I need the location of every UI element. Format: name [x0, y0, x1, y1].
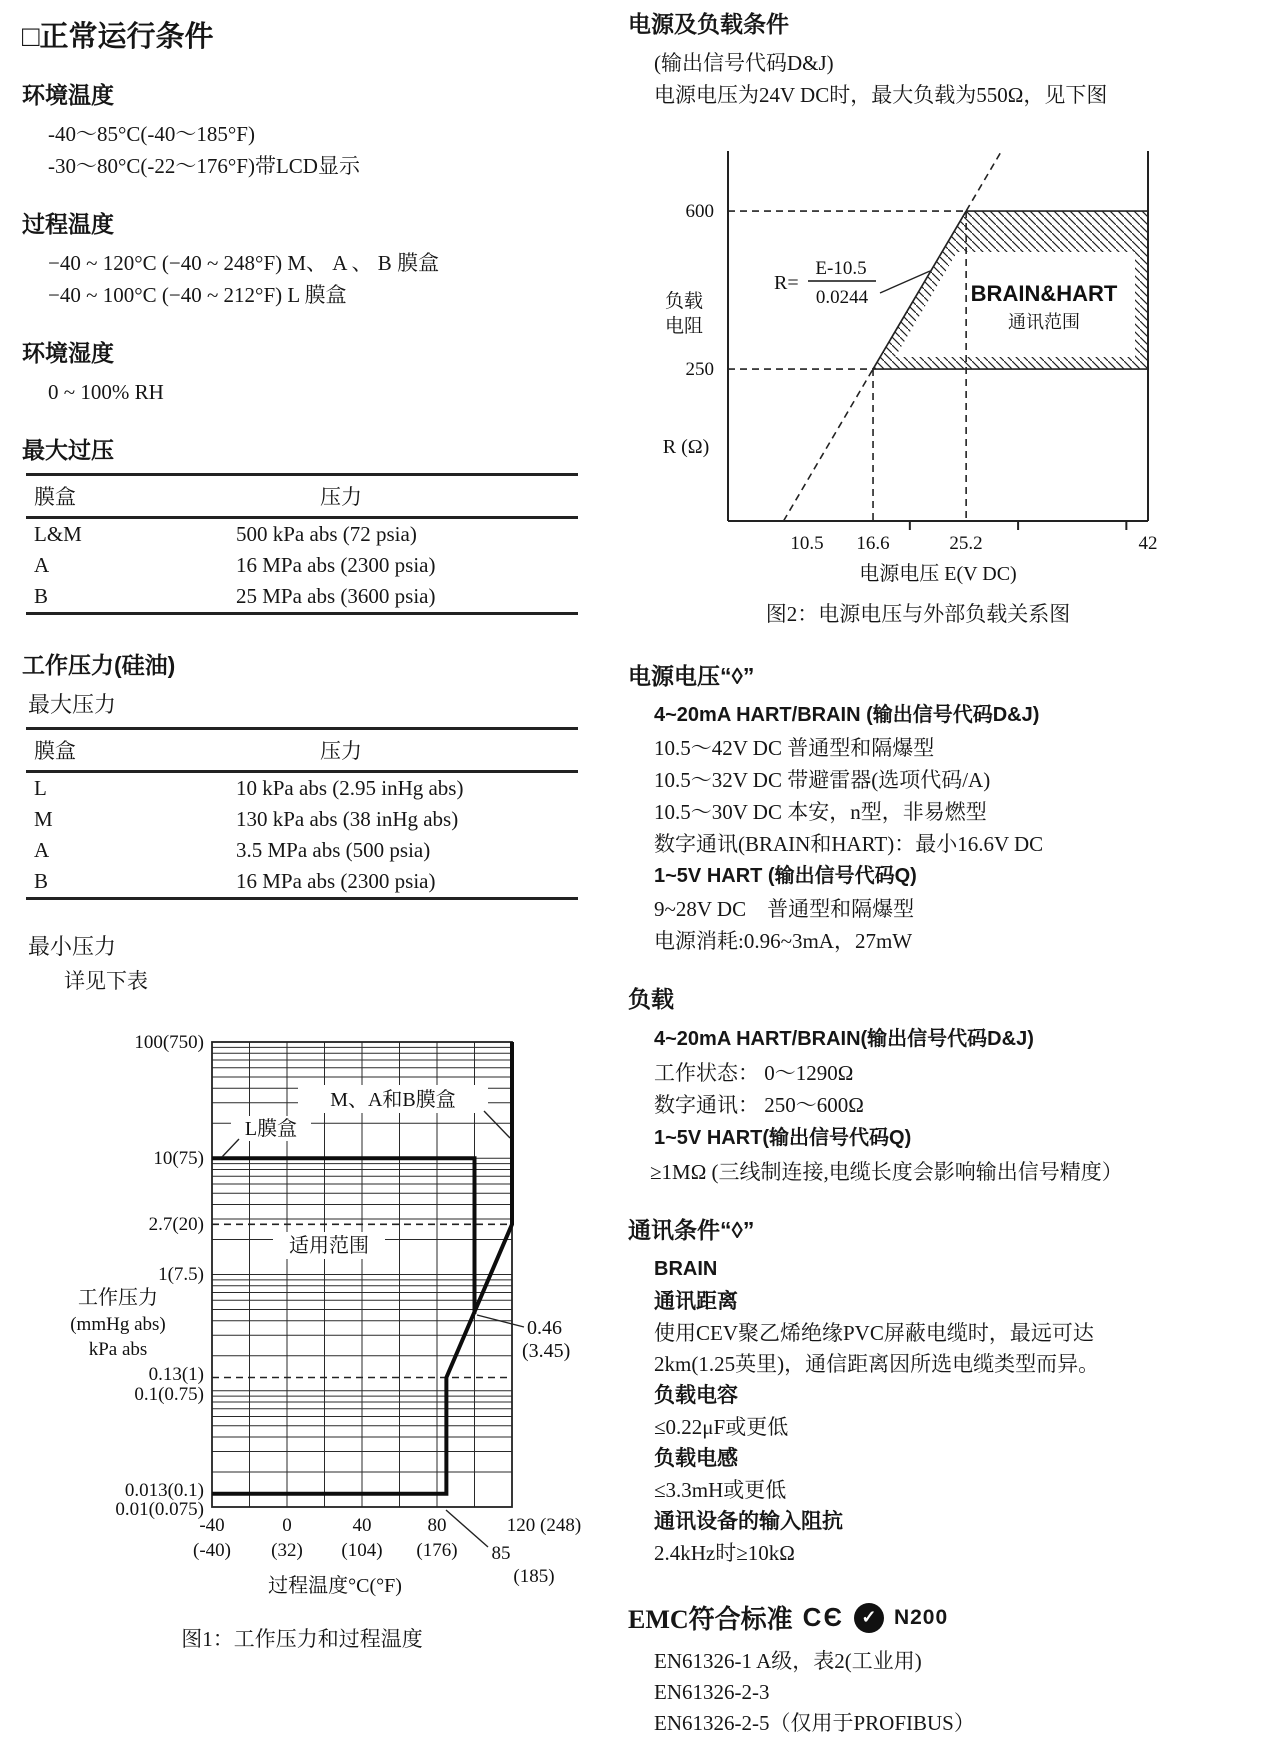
fig2-caption: 图2：电源电压与外部负载关系图: [765, 602, 1071, 626]
ytick: 0.013(0.1): [124, 1480, 204, 1501]
table-header-row: [26, 475, 578, 518]
load-line: ≥1MΩ (三线制连接,电缆长度会影响输出信号精度）: [650, 1160, 1123, 1184]
ytick: 0.13(1): [148, 1364, 204, 1385]
xtick: 25.2: [949, 533, 983, 554]
series-label-l: L膜盒: [244, 1118, 298, 1140]
table-row: [26, 866, 578, 899]
load-line: 工作状态： 0～1290Ω: [654, 1061, 854, 1085]
heading-ambient-humidity: 环境湿度: [22, 340, 114, 366]
ce-mark-icon: CЄ: [802, 1602, 844, 1632]
ambient-temp-line: -30～80°C(-22～176°F)带LCD显示: [48, 154, 360, 178]
xtick-c: 0: [282, 1515, 292, 1536]
heading-working-pressure: 工作压力(硅油): [22, 652, 176, 678]
ambient-humidity-line: 0 ~ 100% RH: [48, 380, 164, 404]
heading-power-load: 电源及负载条件: [628, 11, 789, 37]
region-label-brain-hart: BRAIN&HART: [970, 281, 1118, 306]
xtick-f: (104): [341, 1540, 383, 1561]
process-temp-line: −40 ~ 120°C (−40 ~ 248°F) M、 A 、 B 膜盒: [48, 251, 440, 275]
xtick-f: (32): [271, 1540, 303, 1561]
ytick: 1(7.5): [158, 1264, 204, 1285]
formula-numerator: E-10.5: [815, 258, 867, 279]
xtick: 16.6: [856, 533, 890, 554]
xtick: 42: [1138, 533, 1158, 554]
working-pressure-table: [26, 727, 578, 900]
x-axis-title: 电源电压 E(V DC): [859, 563, 1017, 585]
comm-distance-head: 通讯距离: [654, 1290, 738, 1313]
load-line: 1~5V HART(输出信号代码Q): [654, 1127, 912, 1149]
heading-comm-conditions: 通讯条件“◊”: [628, 1217, 755, 1243]
cell-capsule: B: [34, 869, 49, 893]
cell-pressure: 130 kPa abs (38 inHg abs): [236, 807, 459, 831]
ytick: 100(750): [134, 1032, 204, 1053]
cell-capsule: B: [34, 584, 49, 608]
cell-pressure: 16 MPa abs (2300 psia): [236, 869, 436, 893]
c-tick-n200-label: N200: [893, 1605, 949, 1629]
comm-brain: BRAIN: [654, 1258, 718, 1280]
ambient-temp-line: -40～85°C(-40～185°F): [48, 122, 255, 146]
table-row: [26, 550, 578, 581]
right-column: [628, 6, 1252, 1739]
supply-line: 10.5～42V DC 普通型和隔爆型: [654, 736, 935, 760]
cell-pressure: 10 kPa abs (2.95 inHg abs): [236, 776, 464, 800]
table-row: [26, 804, 578, 835]
subheading-max-pressure: 最大压力: [28, 692, 117, 717]
col-header-capsule: 膜盒: [34, 485, 76, 509]
xtick-c: -40: [199, 1515, 225, 1536]
ytick-250: 250: [685, 359, 714, 380]
power-load-line: 电源电压为24V DC时，最大负载为550Ω，见下图: [654, 83, 1108, 107]
col-header-pressure: 压力: [320, 739, 362, 763]
emc-heading-row: [628, 1599, 1252, 1636]
supply-line: 10.5～32V DC 带避雷器(选项代码/A): [654, 768, 991, 792]
table-row: [26, 835, 578, 866]
comm-capacitance-head: 负载电容: [654, 1384, 738, 1407]
y-axis-unit: R (Ω): [662, 436, 710, 458]
formula-prefix: R=: [774, 272, 799, 294]
heading-max-overpressure: 最大过压: [22, 437, 114, 463]
cell-pressure: 16 MPa abs (2300 psia): [236, 553, 436, 577]
xtick: 10.5: [790, 533, 824, 554]
comm-distance-line: 使用CEV聚乙烯绝缘PVC屏蔽电缆时，最远可达: [654, 1321, 1094, 1345]
y-axis-unit1: (mmHg abs): [70, 1314, 166, 1335]
y-axis-unit2: kPa abs: [88, 1339, 148, 1360]
annotation-046: 0.46: [527, 1317, 562, 1339]
process-temp-line: −40 ~ 100°C (−40 ~ 212°F) L 膜盒: [48, 283, 347, 307]
emc-line: EN61326-1 A级，表2(工业用): [654, 1649, 922, 1673]
figure1: [22, 1007, 602, 1653]
y-axis-title-2: 电阻: [664, 316, 704, 337]
cell-capsule: L&M: [34, 522, 82, 546]
c-tick-icon: ✓: [854, 1603, 884, 1633]
cell-capsule: A: [34, 553, 50, 577]
fig1-pressure-temperature-chart: [22, 1007, 582, 1602]
table-row: [26, 518, 578, 551]
leader-line: [222, 1139, 239, 1157]
supply-line: 9~28V DC 普通型和隔爆型: [654, 897, 915, 921]
supply-line: 电源消耗:0.96~3mA，27mW: [654, 929, 913, 953]
heading-ambient-temperature: 环境温度: [22, 82, 114, 108]
region-label-comm-range: 通讯范围: [1008, 312, 1080, 332]
comm-capacitance-line: ≤0.22μF或更低: [654, 1415, 789, 1439]
formula-denominator: 0.0244: [815, 287, 869, 308]
subheading-min-pressure: 最小压力: [28, 934, 117, 959]
table-row: [26, 772, 578, 805]
table-row: [26, 581, 578, 614]
heading-emc: EMC符合标准: [628, 1605, 793, 1634]
page-title: □正常运行条件: [22, 21, 214, 53]
supply-line: 10.5～30V DC 本安，n型，非易燃型: [654, 800, 987, 824]
xtick-c: 80: [427, 1515, 447, 1536]
annotation-345: (3.45): [522, 1340, 571, 1362]
xtick-f: (-40): [193, 1540, 231, 1561]
load-line: 数字通讯： 250～600Ω: [654, 1093, 864, 1117]
ytick: 2.7(20): [148, 1214, 204, 1235]
x-axis-title: 过程温度°C(°F): [268, 1575, 402, 1597]
max-overpressure-table: [26, 473, 578, 615]
supply-line: 4~20mA HART/BRAIN (输出信号代码D&J): [654, 704, 1040, 726]
ytick: 0.01(0.075): [115, 1499, 204, 1520]
comm-impedance-head: 通讯设备的输入阻抗: [654, 1510, 843, 1533]
ytick-600: 600: [685, 201, 714, 222]
cell-pressure: 25 MPa abs (3600 psia): [236, 584, 436, 608]
ytick: 10(75): [153, 1148, 204, 1169]
y-axis-title: 工作压力: [78, 1287, 158, 1309]
xtick-f: (176): [416, 1540, 458, 1561]
cell-pressure: 3.5 MPa abs (500 psia): [236, 838, 431, 862]
y-axis-title-1: 负载: [664, 291, 704, 312]
left-column: [22, 10, 602, 1653]
xtick-185: (185): [513, 1566, 555, 1587]
heading-process-temperature: 过程温度: [22, 211, 114, 237]
xtick-c: 120 (248): [506, 1515, 582, 1536]
emc-line: EN61326-2-5（仅用于PROFIBUS）: [654, 1711, 975, 1735]
annotation-applicable-range: 适用范围: [289, 1235, 369, 1257]
min-pressure-note: 详见下表: [64, 969, 148, 993]
heading-load: 负载: [628, 986, 674, 1012]
fig2-supply-voltage-load-chart: [628, 121, 1228, 591]
col-header-pressure: 压力: [320, 485, 362, 509]
emc-line: EN61326-2-3: [654, 1680, 770, 1704]
xtick-85: 85: [491, 1543, 511, 1564]
power-load-line: (输出信号代码D&J): [654, 51, 834, 75]
supply-line: 数字通讯(BRAIN和HART)：最小16.6V DC: [654, 832, 1044, 856]
heading-supply-voltage: 电源电压“◊”: [628, 663, 755, 689]
series-label-mab: M、A和B膜盒: [330, 1089, 456, 1111]
comm-inductance-line: ≤3.3mH或更低: [654, 1478, 787, 1502]
comm-inductance-head: 负载电感: [654, 1447, 738, 1470]
supply-line: 1~5V HART (输出信号代码Q): [654, 865, 917, 887]
cell-capsule: M: [34, 807, 53, 831]
leader-line: [484, 1111, 510, 1138]
cell-pressure: 500 kPa abs (72 psia): [236, 522, 417, 546]
load-line: 4~20mA HART/BRAIN(输出信号代码D&J): [654, 1028, 1034, 1050]
xtick-c: 40: [352, 1515, 372, 1536]
comm-distance-line: 2km(1.25英里)，通信距离因所选电缆类型而异。: [654, 1352, 1100, 1376]
cell-capsule: A: [34, 838, 50, 862]
cell-capsule: L: [34, 776, 47, 800]
comm-impedance-line: 2.4kHz时≥10kΩ: [654, 1541, 795, 1565]
figure2: [628, 121, 1252, 628]
col-header-capsule: 膜盒: [34, 739, 76, 763]
fig1-caption: 图1：工作压力和过程温度: [181, 1627, 423, 1651]
table-header-row: [26, 729, 578, 772]
ytick: 0.1(0.75): [134, 1384, 204, 1405]
